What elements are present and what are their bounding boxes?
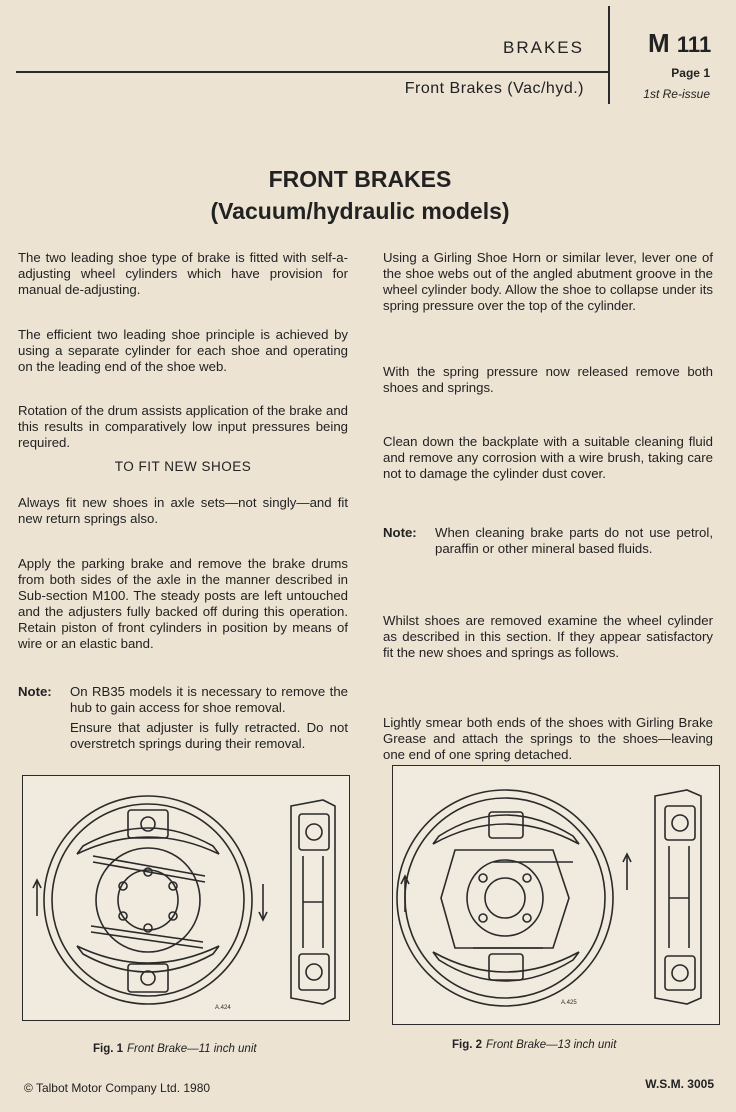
figure-1-drawing	[23, 776, 349, 1020]
subheading-fit-new-shoes: TO FIT NEW SHOES	[114, 459, 252, 474]
note-text-2: Ensure that adjuster is fully retracted. Do not overstretch springs during their removal.	[70, 720, 348, 751]
figure-1-caption	[93, 1043, 257, 1055]
page-title: FRONT BRAKES	[268, 166, 452, 192]
note-label: Note:	[383, 525, 417, 540]
manual-code-prefix: M	[648, 28, 670, 58]
reissue-label: 1st Re-issue	[643, 87, 710, 101]
page-subtitle: (Vacuum/hydraulic models)	[210, 198, 510, 224]
left-paragraph-5: Apply the parking brake and remove the brake drums from both sides of the axle in the manner described in Sub-section M100. The steady posts are left untouched and the adjusters fully backed off during this operation. Retain piston of front cylinders in position by means of wire or an elastic band.	[18, 556, 348, 651]
note-label: Note:	[18, 684, 52, 699]
note-text-1: On RB35 models it is necessary to remove the hub to gain access for shoe removal.	[70, 684, 348, 715]
page-number: Page 1	[671, 66, 710, 80]
figure-2-drawing	[393, 766, 719, 1024]
manual-code-number: 111	[676, 32, 712, 57]
figure-2-caption-text: Front Brake—13 inch unit	[486, 1039, 617, 1051]
right-paragraph-3: Clean down the backplate with a suitable cleaning fluid and remove any corrosion with a wire brush, taking care not to damage the cylinder dust cover.	[383, 434, 713, 481]
left-paragraph-4: Always fit new shoes in axle sets—not singly—and fit new return springs also.	[18, 495, 348, 526]
figure-2-label: Fig. 2	[452, 1039, 483, 1051]
header-divider-vertical	[608, 6, 610, 104]
left-note	[18, 684, 348, 752]
figure-1-label: Fig. 1	[93, 1043, 124, 1055]
subsection-title: Front Brakes (Vac/hyd.)	[404, 80, 584, 97]
right-paragraph-2: With the spring pressure now released remove both shoes and springs.	[383, 364, 713, 395]
manual-code	[648, 28, 711, 59]
right-paragraph-1: Using a Girling Shoe Horn or similar lever, lever one of the shoe webs out of the angled abutment groove in the wheel cylinder body. Allow the shoe to collapse under its spring pressure over the top of the cylinder.	[383, 250, 713, 313]
figure-2-caption	[452, 1039, 616, 1051]
figure-2-ref: A.425	[561, 1000, 577, 1006]
note-text: When cleaning brake parts do not use petrol, paraffin or other mineral based fluids.	[435, 525, 713, 556]
figure-1-ref: A.424	[215, 1005, 231, 1011]
right-paragraph-4: Whilst shoes are removed examine the wheel cylinder as described in this section. If they appear satisfactory fit the new shoes and springs as follows.	[383, 613, 713, 660]
right-note	[383, 525, 713, 557]
left-paragraph-1: The two leading shoe type of brake is fitted with self-a-adjusting wheel cylinders which have provision for manual de-adjusting.	[18, 250, 348, 297]
section-title: BRAKES	[503, 38, 584, 57]
right-paragraph-5: Lightly smear both ends of the shoes with Girling Brake Grease and attach the springs to the shoes—leaving one end of one spring detached.	[383, 715, 713, 762]
figure-1-front-brake-11-inch	[22, 775, 350, 1021]
figure-1-caption-text: Front Brake—11 inch unit	[127, 1043, 257, 1055]
document-code: W.S.M. 3005	[645, 1077, 714, 1091]
left-paragraph-3: Rotation of the drum assists application of the brake and this results in comparatively low input pressures being required.	[18, 403, 348, 450]
figure-2-front-brake-13-inch	[392, 765, 720, 1025]
left-paragraph-2: The efficient two leading shoe principle is achieved by using a separate cylinder for each shoe and operating on the leading end of the shoe web.	[18, 327, 348, 374]
header-divider-horizontal	[16, 71, 608, 73]
copyright-notice: © Talbot Motor Company Ltd. 1980	[24, 1081, 211, 1095]
